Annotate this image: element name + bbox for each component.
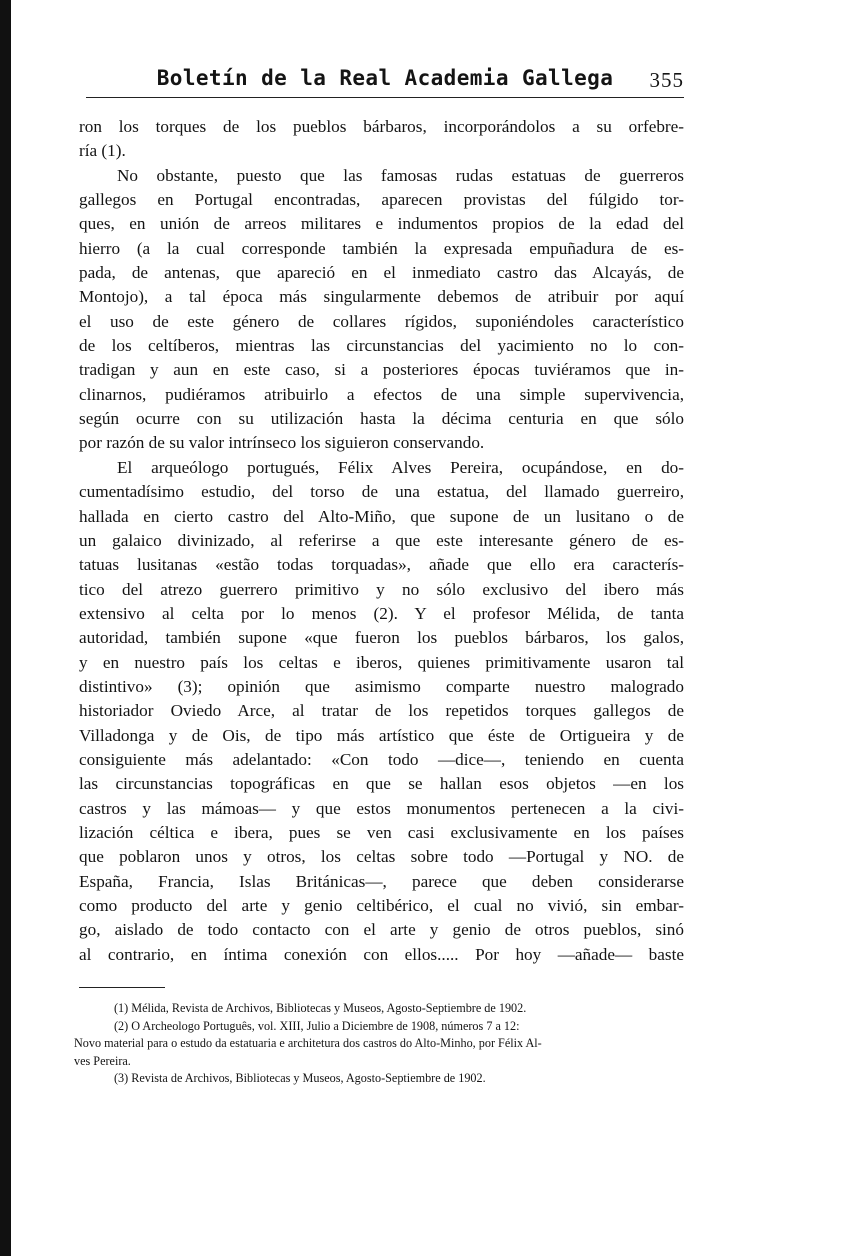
footnote-line: Novo material para o estudo da estatuaria e architetura dos castros do Alto-Minho, por Félix Al- — [74, 1036, 542, 1051]
text-line: clinarnos, pudiéramos atribuirlo a efectos de una simple supervivencia, — [79, 384, 684, 404]
text-line: ques, en unión de arreos militares e indumentos propios de la edad del — [79, 214, 684, 234]
text-line: según ocurre con su utilización hasta la décima centuria en que sólo — [79, 409, 684, 429]
text-line: las circunstancias topográficas en que se hallan esos objetos —en los — [79, 774, 684, 794]
text-line: tatuas lusitanas «estão todas torquadas», añade que ello era caracterís- — [79, 555, 684, 575]
text-line: de los celtíberos, mientras las circunstancias del yacimiento no lo con- — [79, 336, 684, 356]
body-text — [79, 115, 684, 967]
header-rule — [86, 97, 684, 98]
text-line: España, Francia, Islas Británicas—, parece que deben considerarse — [79, 871, 684, 891]
text-line: tradigan y aun en este caso, si a posteriores épocas tuviéramos que in- — [79, 360, 684, 380]
journal-title: Boletín de la Real Academia Gallega — [156, 66, 614, 90]
text-line: hierro (a la cual corresponde también la expresada empuñadura de es- — [79, 238, 684, 258]
footnote-rule — [79, 987, 165, 988]
text-line: distintivo» (3); opinión que asimismo comparte nuestro malogrado — [79, 676, 684, 696]
scan-left-edge — [0, 0, 11, 1256]
text-line: historiador Oviedo Arce, al tratar de los repetidos torques gallegos de — [79, 701, 684, 721]
text-line: por razón de su valor intrínseco los siguieron conservando. — [79, 433, 485, 453]
running-header — [86, 64, 684, 98]
text-line: el uso de este género de collares rígidos, suponiéndoles característico — [79, 311, 684, 331]
text-line: hallada en cierto castro del Alto-Miño, que supone de un lusitano o de — [79, 506, 684, 526]
text-line: como producto del arte y genio celtibérico, el cual no vivió, sin embar- — [79, 896, 684, 915]
text-line: Montojo), a tal época más singularmente debemos de atribuir por aquí — [79, 287, 684, 307]
text-line: ría (1). — [79, 141, 126, 161]
footnote-line: (3) Revista de Archivos, Bibliotecas y Museos, Agosto-Septiembre de 1902. — [114, 1071, 486, 1086]
text-line: El arqueólogo portugués, Félix Alves Pereira, ocupándose, en do- — [117, 457, 684, 477]
footnote-line: ves Pereira. — [74, 1053, 131, 1068]
footnote-line: (1) Mélida, Revista de Archivos, Bibliotecas y Museos, Agosto-Septiembre de 1902. — [114, 1001, 527, 1015]
text-line: No obstante, puesto que las famosas rudas estatuas de guerreros — [117, 165, 684, 185]
text-line: ron los torques de los pueblos bárbaros, incorporándolos a su orfebre- — [79, 117, 684, 136]
text-line: tico del atrezo guerrero primitivo y no sólo exclusivo del ibero más — [79, 579, 684, 599]
text-line: consiguiente más adelantado: «Con todo —dice—, teniendo en cuenta — [79, 749, 684, 769]
text-line: cumentadísimo estudio, del torso de una estatua, del llamado guerreiro, — [79, 482, 684, 502]
page-number: 355 — [649, 68, 684, 92]
text-line: al contrario, en íntima conexión con ellos..... Por hoy —añade— baste — [79, 944, 684, 964]
footnote-line: (2) O Archeologo Português, vol. XIII, Julio a Diciembre de 1908, números 7 a 12: — [114, 1018, 520, 1033]
text-line: pada, de antenas, que apareció en el inmediato castro das Alcayás, de — [79, 263, 684, 283]
text-line: gallegos en Portugal encontradas, aparecen provistas del fúlgido tor- — [79, 190, 684, 210]
text-line: extensivo al celta por lo menos (2). Y el profesor Mélida, de tanta — [79, 603, 684, 623]
text-line: go, aislado de todo contacto con el arte y genio de otros pueblos, sinó — [79, 920, 684, 940]
text-line: autoridad, también supone «que fueron los pueblos bárbaros, los galos, — [79, 628, 684, 648]
text-line: y en nuestro país los celtas e iberos, quienes primitivamente usaron tal — [79, 652, 684, 672]
text-line: que poblaron unos y otros, los celtas sobre todo —Portugal y NO. de — [79, 847, 684, 867]
text-line: lización céltica e ibera, pues se ven casi exclusivamente en los países — [79, 822, 684, 842]
text-line: castros y las mámoas— y que estos monumentos pertenecen a la civi- — [79, 798, 684, 818]
text-line: un galaico divinizado, al referirse a que este interesante género de es- — [79, 530, 684, 550]
footnotes — [74, 1000, 684, 1088]
text-line: Villadonga y de Ois, de tipo más artístico que éste de Ortigueira y de — [79, 725, 684, 745]
